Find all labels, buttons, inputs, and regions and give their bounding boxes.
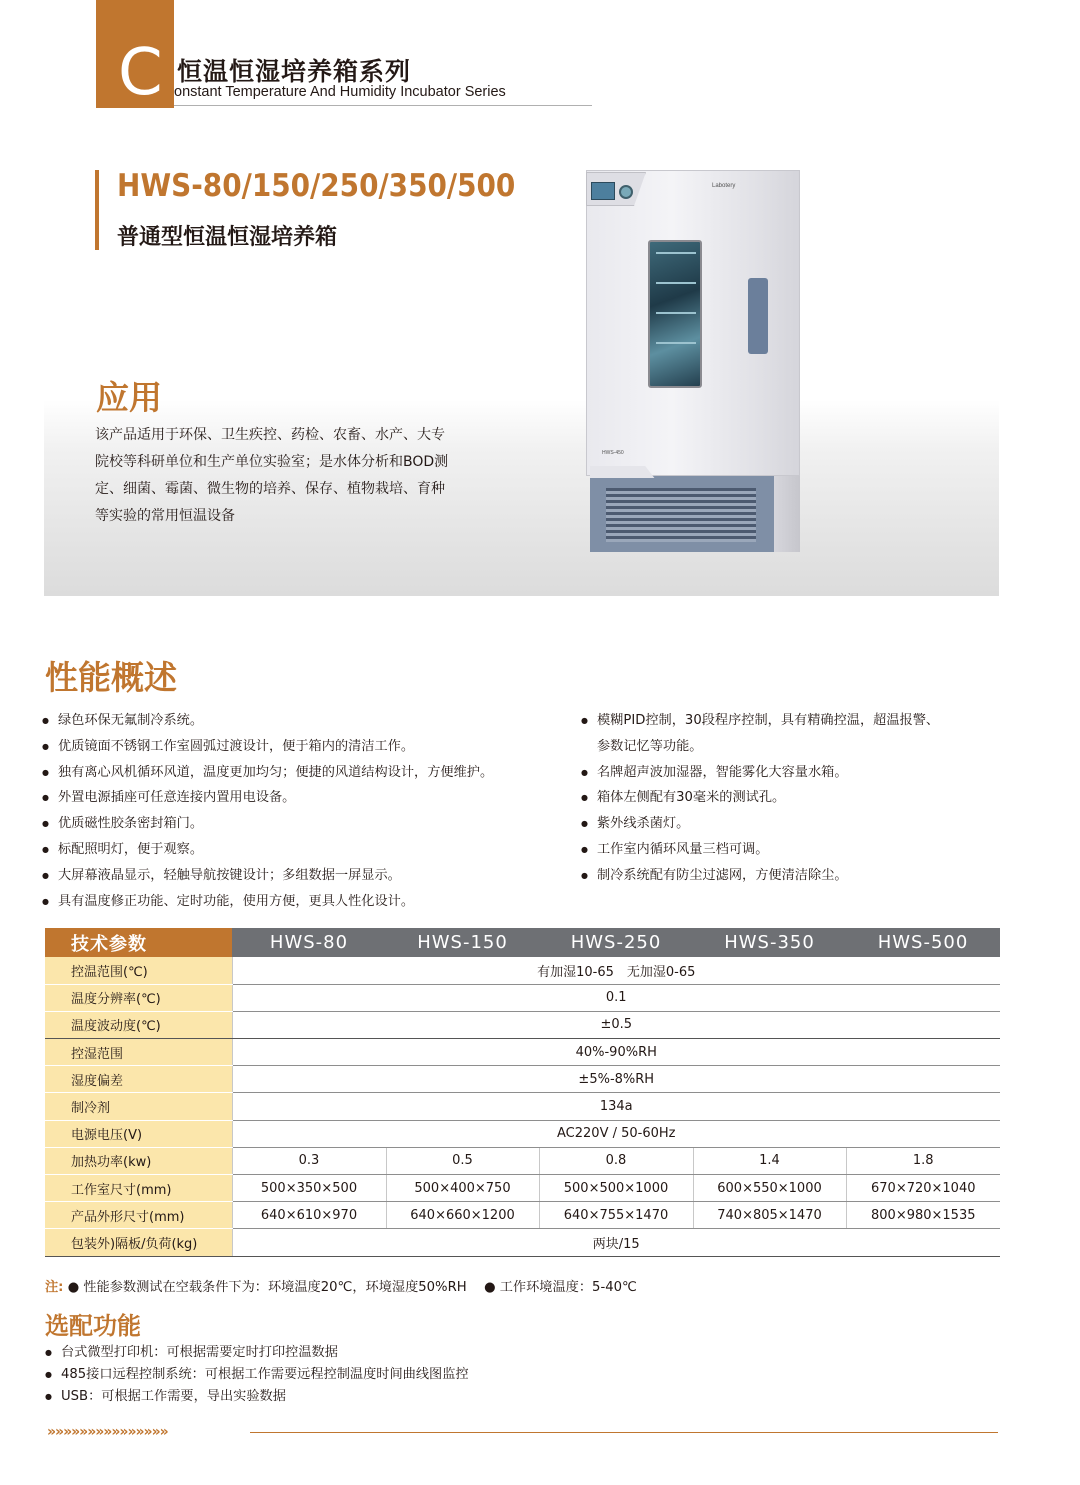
- row-value: ±0.5: [232, 1011, 1000, 1038]
- title-accent-bar: [95, 170, 99, 250]
- application-title: 应用: [96, 378, 162, 417]
- row-value: ±5%-8%RH: [232, 1066, 1000, 1093]
- row-label: 加热功率(kw): [45, 1147, 232, 1174]
- feature-item: ● 名牌超声波加湿器，智能雾化大容量水箱。: [581, 760, 939, 786]
- application-line: 定、细菌、霉菌、微生物的培养、保存、植物栽培、育种: [95, 481, 445, 497]
- table-header-cell: HWS-80: [232, 928, 386, 957]
- application-text: [95, 422, 495, 530]
- footer-divider: [250, 1432, 998, 1433]
- row-value: AC220V / 50-60Hz: [232, 1120, 1000, 1147]
- table-row: [45, 1011, 1000, 1038]
- table-row: [45, 1175, 1000, 1202]
- application-line: 该产品适用于环保、卫生疾控、药检、农畜、水产、大专: [95, 427, 445, 443]
- table-row: [45, 1202, 1000, 1229]
- option-item: ● USB：可根据工作需要，导出实验数据: [45, 1386, 469, 1408]
- row-label: 电源电压(V): [45, 1120, 232, 1147]
- table-row: [45, 1039, 1000, 1066]
- row-value: 1.8: [846, 1147, 1000, 1174]
- feature-item: ● 优质磁性胶条密封箱门。: [42, 811, 493, 837]
- row-value: 有加湿10-65 无加湿0-65: [232, 957, 1000, 984]
- incubator-image: [586, 170, 800, 552]
- knob-icon: [619, 185, 633, 199]
- application-line: 院校等科研单位和生产单位实验室；是水体分析和BOD测: [95, 454, 449, 470]
- row-label: 产品外形尺寸(mm): [45, 1202, 232, 1229]
- row-value: 500×350×500: [232, 1175, 386, 1202]
- glass-window: [648, 240, 702, 388]
- performance-title: 性能概述: [45, 658, 177, 697]
- row-value: 134a: [232, 1093, 1000, 1120]
- row-value: 600×550×1000: [693, 1175, 846, 1202]
- table-row: [45, 957, 1000, 984]
- row-label: 包装外)隔板/负荷(kg): [45, 1229, 232, 1256]
- series-title-en: onstant Temperature And Humidity Incubator Series: [174, 84, 506, 100]
- table-row: [45, 1120, 1000, 1147]
- feature-item: ● 具有温度修正功能、定时功能，使用方便，更具人性化设计。: [42, 889, 493, 915]
- table-header-cell: HWS-250: [539, 928, 693, 957]
- product-name: 普通型恒温恒湿培养箱: [117, 225, 338, 250]
- table-header-cell: HWS-350: [693, 928, 846, 957]
- row-label: 湿度偏差: [45, 1066, 232, 1093]
- row-label: 工作室尺寸(mm): [45, 1175, 232, 1202]
- row-value: 640×755×1470: [539, 1202, 693, 1229]
- performance-list-left: [42, 708, 493, 914]
- door-handle: [748, 278, 768, 354]
- row-value: 640×660×1200: [386, 1202, 539, 1229]
- header-letter: C: [118, 36, 163, 110]
- table-header-cell: HWS-500: [846, 928, 1000, 957]
- row-label: 温度波动度(℃): [45, 1011, 232, 1038]
- row-value: 800×980×1535: [846, 1202, 1000, 1229]
- feature-item: ● 紫外线杀菌灯。: [581, 811, 939, 837]
- row-value: 500×400×750: [386, 1175, 539, 1202]
- feature-item: ● 独有离心风机循环风道，温度更加均匀；便捷的风道结构设计，方便维护。: [42, 760, 493, 786]
- row-value: 0.1: [232, 984, 1000, 1011]
- option-item: ● 485接口远程控制系统：可根据工作需要远程控制温度时间曲线图监控: [45, 1364, 469, 1386]
- feature-item: ● 大屏幕液晶显示，轻触导航按键设计；多组数据一屏显示。: [42, 863, 493, 889]
- row-value: 670×720×1040: [846, 1175, 1000, 1202]
- feature-item: ● 外置电源插座可任意连接内置用电设备。: [42, 785, 493, 811]
- series-title-cn: 恒温恒湿培养箱系列: [177, 57, 412, 86]
- table-header-row: [45, 928, 1000, 957]
- options-list: [45, 1342, 469, 1408]
- row-value: 0.5: [386, 1147, 539, 1174]
- vent-grille: [606, 488, 756, 542]
- row-label: 控湿范围: [45, 1039, 232, 1066]
- row-label: 温度分辨率(℃): [45, 984, 232, 1011]
- lcd-screen-icon: [591, 182, 615, 200]
- feature-item: ● 绿色环保无氟制冷系统。: [42, 708, 493, 734]
- row-value: 1.4: [693, 1147, 846, 1174]
- table-row: [45, 1229, 1000, 1256]
- table-header-cell: HWS-150: [386, 928, 539, 957]
- feature-item: ● 工作室内循环风量三档可调。: [581, 837, 939, 863]
- row-value: 500×500×1000: [539, 1175, 693, 1202]
- spec-table: [45, 928, 1000, 1257]
- feature-item-continued: 参数记忆等功能。: [597, 738, 703, 754]
- table-row: [45, 1147, 1000, 1174]
- row-value: 两块/15: [232, 1229, 1000, 1256]
- device-logo: Labotery: [712, 183, 736, 189]
- product-model: HWS-80/150/250/350/500: [117, 168, 516, 204]
- table-row: [45, 984, 1000, 1011]
- options-title: 选配功能: [45, 1312, 141, 1340]
- application-line: 等实验的常用恒温设备: [95, 508, 235, 524]
- table-row: [45, 1066, 1000, 1093]
- feature-item: ● 优质镜面不锈钢工作室圆弧过渡设计，便于箱内的清洁工作。: [42, 734, 493, 760]
- row-value: 0.3: [232, 1147, 386, 1174]
- header-divider: [174, 105, 592, 106]
- feature-item: ● 模糊PID控制，30段程序控制，具有精确控温，超温报警、: [581, 708, 939, 734]
- row-value: 0.8: [539, 1147, 693, 1174]
- table-row: [45, 1093, 1000, 1120]
- table-header-cell: 技术参数: [45, 928, 232, 957]
- feature-item: ● 箱体左侧配有30毫米的测试孔。: [581, 785, 939, 811]
- note-text: ● 性能参数测试在空载条件下为：环境温度20℃，环境湿度50%RH ● 工作环境温度：5-40℃: [67, 1280, 637, 1295]
- feature-item: ● 制冷系统配有防尘过滤网，方便清洁除尘。: [581, 863, 939, 889]
- performance-list-right: [581, 708, 939, 889]
- option-item: ● 台式微型打印机：可根据需要定时打印控温数据: [45, 1342, 469, 1364]
- row-label: 制冷剂: [45, 1093, 232, 1120]
- chevron-arrows-icon: »»»»»»»»»»»»»»»: [47, 1424, 168, 1440]
- row-label: 控温范围(℃): [45, 957, 232, 984]
- note-label: 注:: [45, 1280, 64, 1295]
- device-label: HWS-450: [602, 450, 624, 456]
- row-value: 40%-90%RH: [232, 1039, 1000, 1066]
- feature-item: ● 标配照明灯，便于观察。: [42, 837, 493, 863]
- test-conditions-note: [45, 1276, 637, 1295]
- row-value: 640×610×970: [232, 1202, 386, 1229]
- row-value: 740×805×1470: [693, 1202, 846, 1229]
